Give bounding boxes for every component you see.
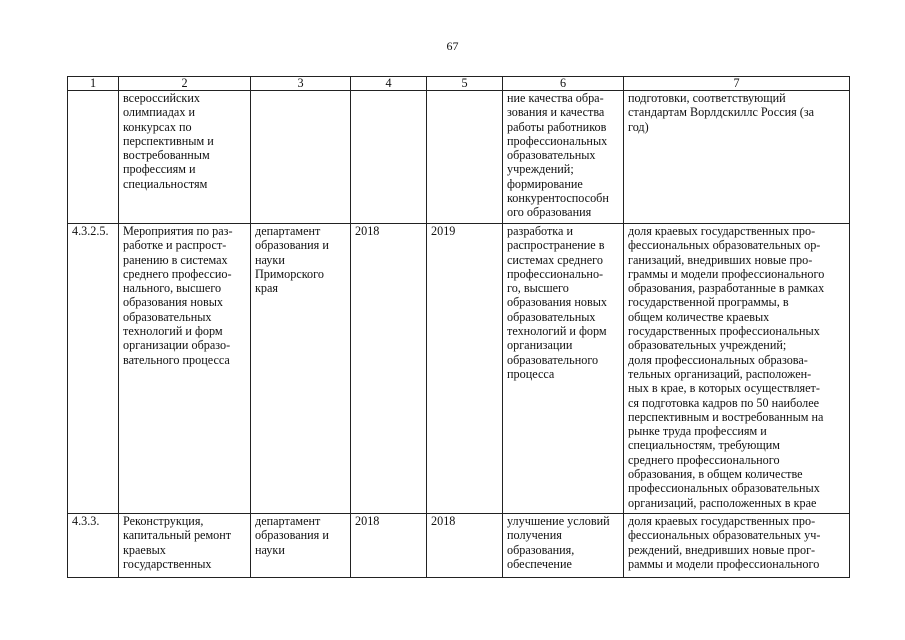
cell-text-line: раммы и модели профессионального xyxy=(628,556,820,571)
end-year-cell xyxy=(427,514,503,578)
cell-text-line: государственных профессиональных xyxy=(628,324,820,339)
cell-text-line: департамент xyxy=(255,224,321,238)
cell-text-line: реждений, внедривших новые прог- xyxy=(628,542,816,557)
cell-text-line: образования новых xyxy=(507,295,607,310)
cell-text-line: 4.3.2.5. xyxy=(72,224,109,238)
cell-text-line: тельных организаций, расположен- xyxy=(628,366,812,381)
cell-text-line: капитальный ремонт xyxy=(123,528,232,543)
end-year-cell xyxy=(427,224,503,514)
cell-text-line: доля профессиональных образова- xyxy=(628,352,808,367)
table-row xyxy=(68,514,850,578)
activity-name-cell xyxy=(119,91,251,224)
cell-text-line: специальностям xyxy=(123,176,208,191)
cell-text-line: работке и распрост- xyxy=(123,238,227,253)
cell-text-line: профессиональных образовательных xyxy=(628,481,820,496)
cell-text-line: получения xyxy=(507,528,562,543)
start-year-cell xyxy=(351,224,427,514)
cell-text-line: доля краевых государственных про- xyxy=(628,224,816,238)
cell-text-line: образовательного xyxy=(507,352,599,367)
item-number-cell xyxy=(68,91,119,224)
responsible-cell xyxy=(251,514,351,578)
cell-text-line: ных в крае, в которых осуществляет- xyxy=(628,381,820,396)
program-table xyxy=(67,76,850,578)
responsible-cell xyxy=(251,224,351,514)
column-header: 2 xyxy=(119,77,251,91)
cell-text-line: процесса xyxy=(507,366,555,381)
cell-text-line: ние качества обра- xyxy=(507,91,604,105)
cell-text-line: перспективным и xyxy=(123,133,214,148)
cell-text-line: разработка и xyxy=(507,224,573,238)
indicator-cell xyxy=(624,514,850,578)
cell-text-line: профессионально- xyxy=(507,266,604,281)
column-header: 5 xyxy=(427,77,503,91)
item-number-cell xyxy=(68,514,119,578)
cell-text-line: работы работников xyxy=(507,119,607,134)
start-year-cell xyxy=(351,91,427,224)
cell-text-line: фессиональных образовательных уч- xyxy=(628,528,821,543)
cell-text-line: нального, высшего xyxy=(123,281,222,296)
cell-text-line: конкурентоспособн xyxy=(507,191,609,206)
cell-text-line: образовательных xyxy=(507,148,596,163)
column-header: 3 xyxy=(251,77,351,91)
cell-text-line: системах среднего xyxy=(507,252,603,267)
cell-text-line: рынке труда профессиям и xyxy=(628,424,767,439)
cell-text-line: 2018 xyxy=(355,224,380,238)
page-number: 67 xyxy=(446,39,459,53)
cell-text-line: го, высшего xyxy=(507,281,569,296)
column-header: 7 xyxy=(624,77,850,91)
cell-text-line: год) xyxy=(628,119,649,134)
cell-text-line: Приморского xyxy=(255,266,324,281)
cell-text-line: ся подготовка кадров по 50 наиболее xyxy=(628,395,820,410)
cell-text-line: профессиональных xyxy=(507,133,608,148)
cell-text-line: образования новых xyxy=(123,295,223,310)
cell-text-line: среднего профессионального xyxy=(628,452,780,467)
cell-text-line: зования и качества xyxy=(507,105,605,120)
column-header: 6 xyxy=(503,77,624,91)
cell-text-line: науки xyxy=(255,252,285,267)
cell-text-line: 2019 xyxy=(431,224,456,238)
item-number-cell xyxy=(68,224,119,514)
cell-text-line: доля краевых государственных про- xyxy=(628,514,816,528)
cell-text-line: образования, xyxy=(507,542,575,557)
table-row xyxy=(68,91,850,224)
cell-text-line: образования и xyxy=(255,238,329,253)
cell-text-line: распространение в xyxy=(507,238,605,253)
cell-text-line: государственной программы, в xyxy=(628,295,789,310)
cell-text-line: краевых xyxy=(123,542,166,557)
cell-text-line: организации xyxy=(507,338,573,353)
activity-name-cell xyxy=(119,224,251,514)
cell-text-line: олимпиадах и xyxy=(123,105,195,120)
cell-text-line: края xyxy=(255,281,279,296)
expected-result-cell xyxy=(503,91,624,224)
cell-text-line: улучшение условий xyxy=(507,514,610,528)
cell-text-line: образования, в общем количестве xyxy=(628,467,803,482)
cell-text-line: 4.3.3. xyxy=(72,514,100,528)
cell-text-line: подготовки, соответствующий xyxy=(628,91,786,105)
cell-text-line: образования и xyxy=(255,528,329,543)
responsible-cell xyxy=(251,91,351,224)
cell-text-line: 2018 xyxy=(355,514,380,528)
cell-text-line: технологий и форм xyxy=(123,324,223,339)
cell-text-line: 2018 xyxy=(431,514,456,528)
cell-text-line: департамент xyxy=(255,514,321,528)
expected-result-cell xyxy=(503,224,624,514)
cell-text-line: вательного процесса xyxy=(123,352,230,367)
cell-text-line: общем количестве краевых xyxy=(628,309,770,324)
cell-text-line: всероссийских xyxy=(123,91,200,105)
column-header: 1 xyxy=(68,77,119,91)
table-row xyxy=(68,224,850,514)
cell-text-line: образовательных xyxy=(123,309,212,324)
expected-result-cell xyxy=(503,514,624,578)
cell-text-line: среднего профессио- xyxy=(123,266,232,281)
cell-text-line: образовательных xyxy=(507,309,596,324)
cell-text-line: учреждений; xyxy=(507,162,574,177)
cell-text-line: Мероприятия по раз- xyxy=(123,224,233,238)
cell-text-line: организации образо- xyxy=(123,338,231,353)
column-header: 4 xyxy=(351,77,427,91)
cell-text-line: перспективным и востребованным на xyxy=(628,409,824,424)
cell-text-line: образовательных учреждений; xyxy=(628,338,787,353)
cell-text-line: науки xyxy=(255,542,285,557)
cell-text-line: Реконструкция, xyxy=(123,514,204,528)
cell-text-line: формирование xyxy=(507,176,583,191)
cell-text-line: образования, разработанные в рамках xyxy=(628,281,825,296)
cell-text-line: организаций, расположенных в крае xyxy=(628,495,817,510)
activity-name-cell xyxy=(119,514,251,578)
cell-text-line: ого образования xyxy=(507,205,592,220)
start-year-cell xyxy=(351,514,427,578)
cell-text-line: технологий и форм xyxy=(507,324,607,339)
cell-text-line: востребованным xyxy=(123,148,210,163)
cell-text-line: граммы и модели профессионального xyxy=(628,266,825,281)
cell-text-line: профессиям и xyxy=(123,162,196,177)
cell-text-line: стандартам Ворлдскиллс Россия (за xyxy=(628,105,815,120)
header-row xyxy=(68,77,850,91)
cell-text-line: фессиональных образовательных ор- xyxy=(628,238,821,253)
cell-text-line: конкурсах по xyxy=(123,119,192,134)
cell-text-line: ганизаций, внедривших новые про- xyxy=(628,252,813,267)
indicator-cell xyxy=(624,224,850,514)
cell-text-line: специальностям, требующим xyxy=(628,438,780,453)
end-year-cell xyxy=(427,91,503,224)
cell-text-line: ранению в системах xyxy=(123,252,228,267)
cell-text-line: обеспечение xyxy=(507,556,572,571)
indicator-cell xyxy=(624,91,850,224)
cell-text-line: государственных xyxy=(123,556,212,571)
